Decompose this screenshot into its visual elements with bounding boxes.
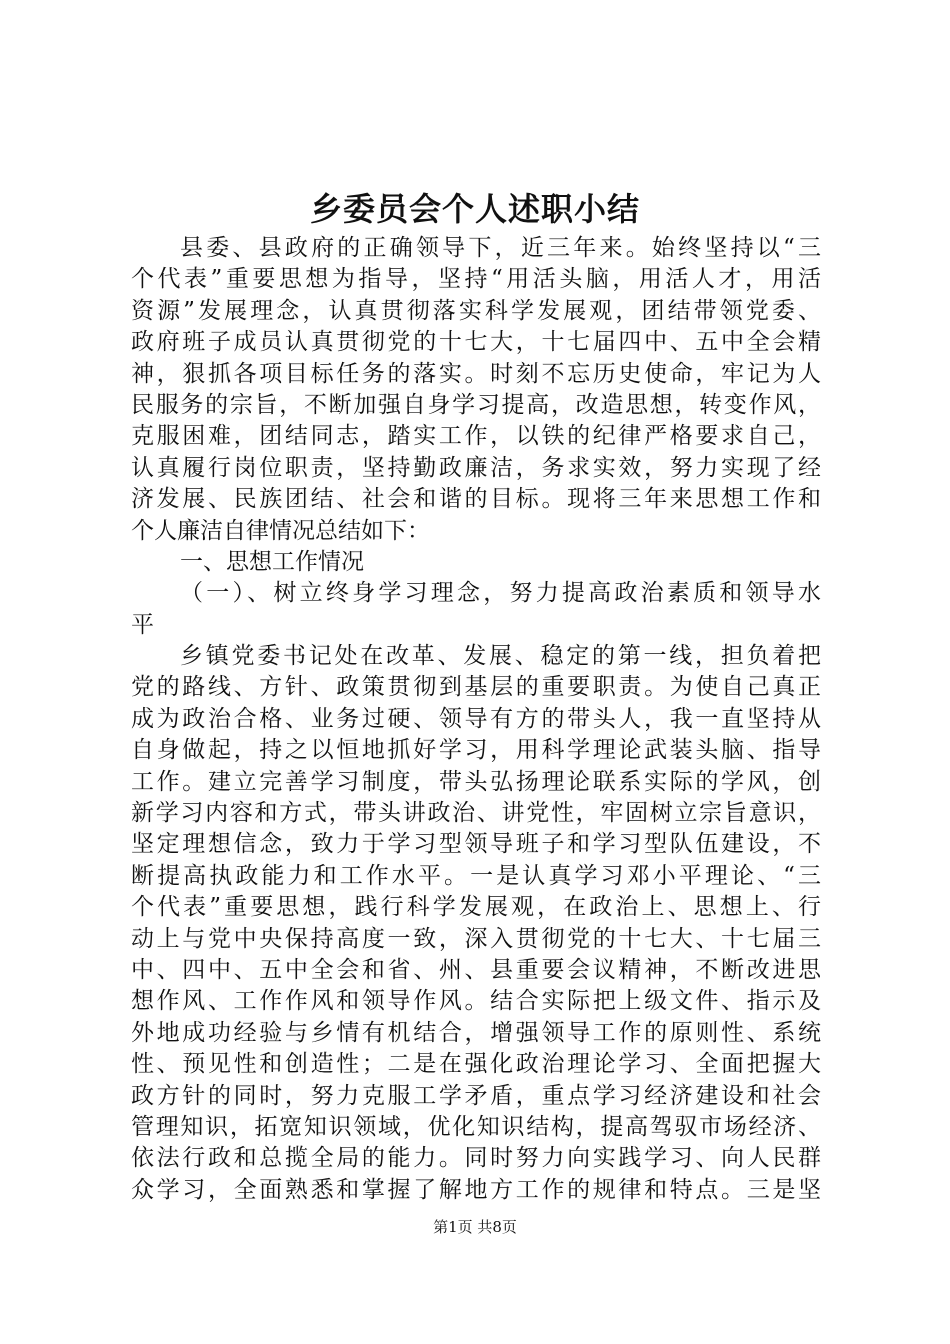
body-line: 个代表”重要思想，践行科学发展观，在政治上、思想上、行 xyxy=(131,894,821,921)
body-line: 坚定理想信念，致力于学习型领导班子和学习型队伍建设，不 xyxy=(131,831,821,858)
body-line: 动上与党中央保持高度一致，深入贯彻党的十七大、十七届三 xyxy=(131,925,821,952)
subsection-heading: （一）、树立终身学习理念，努力提高政治素质和领导水 xyxy=(180,580,821,607)
body-line: 克服困难，团结同志，踏实工作，以铁的纪律严格要求自己， xyxy=(131,423,821,450)
body-line: 政府班子成员认真贯彻党的十七大，十七届四中、五中全会精 xyxy=(131,329,821,356)
body-line: 管理知识，拓宽知识领域，优化知识结构，提高驾驭市场经济、 xyxy=(131,1113,821,1140)
body-line: 众学习，全面熟悉和掌握了解地方工作的规律和特点。三是坚 xyxy=(131,1176,821,1203)
body-line: 新学习内容和方式，带头讲政治、讲党性，牢固树立宗旨意识， xyxy=(131,800,821,827)
page-footer: 第1页 共8页 xyxy=(433,1218,517,1236)
body-line: 外地成功经验与乡情有机结合，增强领导工作的原则性、系统 xyxy=(131,1019,821,1046)
body-line: 政方针的同时，努力克服工学矛盾，重点学习经济建设和社会 xyxy=(131,1082,821,1109)
body-line: 资源”发展理念，认真贯彻落实科学发展观，团结带领党委、 xyxy=(131,297,821,324)
subsection-heading-continued: 平 xyxy=(131,611,154,638)
body-line: 自身做起，持之以恒地抓好学习，用科学理论武装头脑、指导 xyxy=(131,737,821,764)
body-line: 依法行政和总揽全局的能力。同时努力向实践学习、向人民群 xyxy=(131,1145,821,1172)
body-line: 县委、县政府的正确领导下，近三年来。始终坚持以“三 xyxy=(180,235,821,261)
body-line: 党的路线、方针、政策贯彻到基层的重要职责。为使自己真正 xyxy=(131,674,821,701)
document-title: 乡委员会个人述职小结 xyxy=(309,190,640,228)
body-line: 想作风、工作作风和领导作风。结合实际把上级文件、指示及 xyxy=(131,988,821,1015)
body-line: 个人廉洁自律情况总结如下： xyxy=(131,517,430,544)
body-line: 成为政治合格、业务过硬、领导有方的带头人，我一直坚持从 xyxy=(131,705,821,732)
section-heading: 一、思想工作情况 xyxy=(180,548,364,575)
body-line: 性、预见性和创造性；二是在强化政治理论学习、全面把握大 xyxy=(131,1051,821,1078)
body-line: 认真履行岗位职责，坚持勤政廉洁，务求实效，努力实现了经 xyxy=(131,454,821,481)
body-line: 个代表”重要思想为指导，坚持“用活头脑，用活人才，用活 xyxy=(131,266,821,293)
body-line: 断提高执政能力和工作水平。一是认真学习邓小平理论、“三 xyxy=(131,862,821,889)
document-body xyxy=(131,233,821,1206)
body-line: 神，狠抓各项目标任务的落实。时刻不忘历史使命，牢记为人 xyxy=(131,360,821,387)
body-line: 乡镇党委书记处在改革、发展、稳定的第一线，担负着把 xyxy=(180,643,821,670)
body-line: 民服务的宗旨，不断加强自身学习提高，改造思想，转变作风， xyxy=(131,391,821,418)
body-line: 工作。建立完善学习制度，带头弘扬理论联系实际的学风，创 xyxy=(131,768,821,795)
body-line: 济发展、民族团结、社会和谐的目标。现将三年来思想工作和 xyxy=(131,486,821,513)
body-line: 中、四中、五中全会和省、州、县重要会议精神，不断改进思 xyxy=(131,956,821,983)
